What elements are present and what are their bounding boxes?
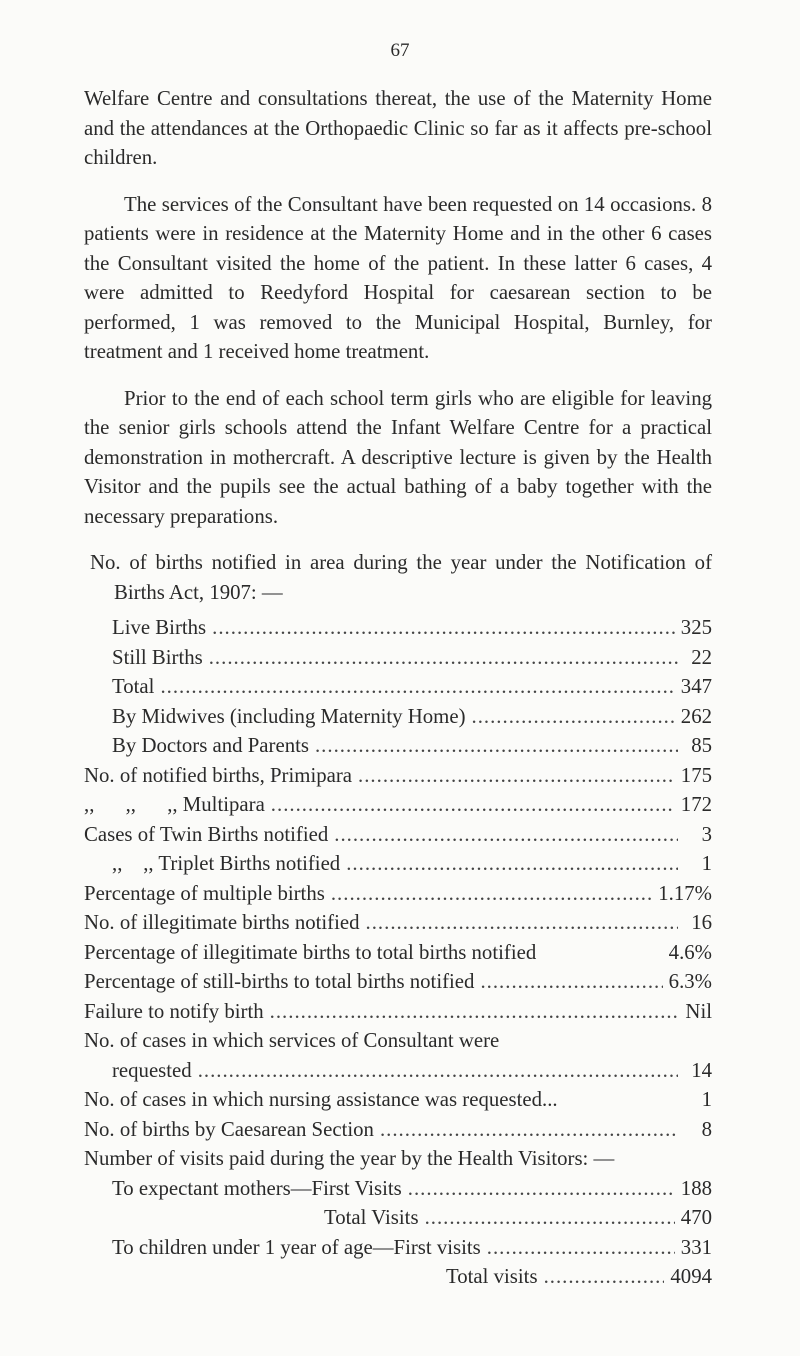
table-row-twin-births — [84, 820, 712, 850]
leader-dots — [487, 1233, 675, 1263]
row-label: Still Births — [112, 645, 203, 669]
row-value: 347 — [680, 675, 712, 698]
paragraph-2: The services of the Consultant have been requested on 14 occasions. 8 patients were in residence at the Maternity Home and in the other 6 cases the Consultant visited the home of the patient. In these latter 6 cases, 4 were admitted to Reedyford Hospital for caesarean section to be performed, 1 was removed to the Municipal Hospital, Burnley, for treatment and 1 received home treatment. — [84, 192, 712, 363]
leader-dots — [209, 643, 678, 673]
leader-dots — [425, 1203, 675, 1233]
table-row-children-first — [84, 1233, 712, 1263]
table-row-children-total — [84, 1262, 712, 1292]
table-row-visits-heading: Number of visits paid during the year by the Health Visitors: — — [84, 1147, 615, 1170]
table-row-pct-illegitimate — [84, 938, 712, 968]
row-label: No. of notified births, Primipara — [84, 763, 353, 787]
leader-dots — [212, 613, 675, 643]
leader-dots — [408, 1174, 675, 1204]
row-label: No. of cases in which nursing assistance was requested... — [84, 1088, 558, 1111]
table-row-failure-to-notify — [84, 997, 712, 1027]
row-label: ,, ,, ,, Multipara — [84, 793, 265, 816]
row-value: 6.3% — [668, 970, 712, 993]
table-row-pct-still-births — [84, 967, 712, 997]
table-row-pct-multiple — [84, 879, 712, 909]
leader-dots — [366, 908, 678, 938]
leader-dots — [346, 849, 678, 879]
row-value: 3 — [701, 822, 712, 846]
table-row-consultant-requested — [84, 1056, 712, 1086]
row-label: Cases of Twin Births notified — [84, 822, 329, 846]
row-value: 22 — [691, 645, 712, 669]
row-value: 85 — [691, 734, 712, 757]
leader-dots — [380, 1115, 678, 1145]
leader-dots — [472, 702, 675, 732]
row-value: Nil — [685, 999, 712, 1023]
row-label: No. of births by Caesarean Section — [84, 1117, 374, 1141]
row-label: requested — [112, 1058, 192, 1082]
row-label: Live Births — [112, 616, 207, 639]
page-number: 67 — [390, 40, 410, 61]
leader-dots — [271, 790, 675, 820]
row-label: Percentage of still-births to total births notified — [84, 970, 475, 993]
row-value: 188 — [680, 1176, 712, 1200]
row-value: 16 — [691, 911, 712, 934]
row-value: 4.6% — [668, 940, 712, 964]
table-row-illegitimate — [84, 908, 712, 938]
row-value: 4094 — [670, 1265, 712, 1288]
row-label: Total — [112, 675, 155, 698]
table-row-expectant-total — [84, 1203, 712, 1233]
leader-dots — [270, 997, 678, 1027]
table-row-caesarean — [84, 1115, 712, 1145]
leader-dots — [358, 761, 675, 791]
row-value: 470 — [680, 1206, 712, 1229]
row-value: 1 — [701, 852, 712, 875]
row-value: 172 — [680, 793, 712, 816]
row-label: By Midwives (including Maternity Home) — [112, 704, 466, 728]
row-value: 325 — [680, 616, 712, 639]
row-label: Total visits — [446, 1265, 538, 1288]
row-value: 331 — [680, 1235, 712, 1259]
table-row-triplet-births — [84, 849, 712, 879]
row-value: 1 — [701, 1088, 712, 1111]
row-label: Failure to notify birth — [84, 999, 264, 1023]
table-row-expectant-first — [84, 1174, 712, 1204]
table-row-primipara — [84, 761, 712, 791]
table-row-still-births — [84, 643, 712, 673]
row-value: 175 — [680, 763, 712, 787]
row-label: Percentage of multiple births — [84, 881, 325, 905]
row-label: To children under 1 year of age—First visits — [112, 1235, 481, 1259]
leader-dots — [334, 820, 678, 850]
births-statistics-table — [84, 613, 712, 1292]
births-table-intro: No. of births notified in area during the year under the Notification of Births Act, 1907: — — [90, 551, 712, 604]
leader-dots — [160, 672, 674, 702]
leader-dots — [315, 731, 678, 761]
paragraph-1: Welfare Centre and consultations thereat, the use of the Maternity Home and the attendances at the Orthopaedic Clinic so far as it affects pre-school children. — [84, 87, 712, 169]
row-value: 262 — [680, 704, 712, 728]
table-row-midwives — [84, 702, 712, 732]
leader-dots — [331, 879, 652, 909]
leader-dots — [198, 1056, 678, 1086]
row-value: 8 — [701, 1117, 712, 1141]
leader-dots — [544, 1262, 665, 1292]
document-body — [84, 84, 712, 1292]
row-label: To expectant mothers—First Visits — [112, 1176, 402, 1200]
table-row-live-births — [84, 613, 712, 643]
table-row-multipara — [84, 790, 712, 820]
table-row-doctors — [84, 731, 712, 761]
row-value: 1.17% — [658, 881, 712, 905]
table-row-nursing-assistance — [84, 1085, 712, 1115]
paragraph-3: Prior to the end of each school term girls who are eligible for leaving the senior girls schools attend the Infant Welfare Centre for a practical demonstration in mothercraft. A descriptive lecture is given by the Health Visitor and the pupils see the actual bathing of a baby together with the necessary preparations. — [84, 386, 712, 528]
table-row-total — [84, 672, 712, 702]
row-label: Percentage of illegitimate births to total births notified — [84, 940, 537, 964]
table-row-consultant-heading: No. of cases in which services of Consultant were — [84, 1029, 500, 1052]
leader-dots — [480, 967, 662, 997]
row-value: 14 — [691, 1058, 712, 1082]
row-label: By Doctors and Parents — [112, 734, 309, 757]
row-label: ,, ,, Triplet Births notified — [112, 852, 341, 875]
row-label: No. of illegitimate births notified — [84, 911, 360, 934]
row-label: Total Visits — [324, 1206, 419, 1229]
